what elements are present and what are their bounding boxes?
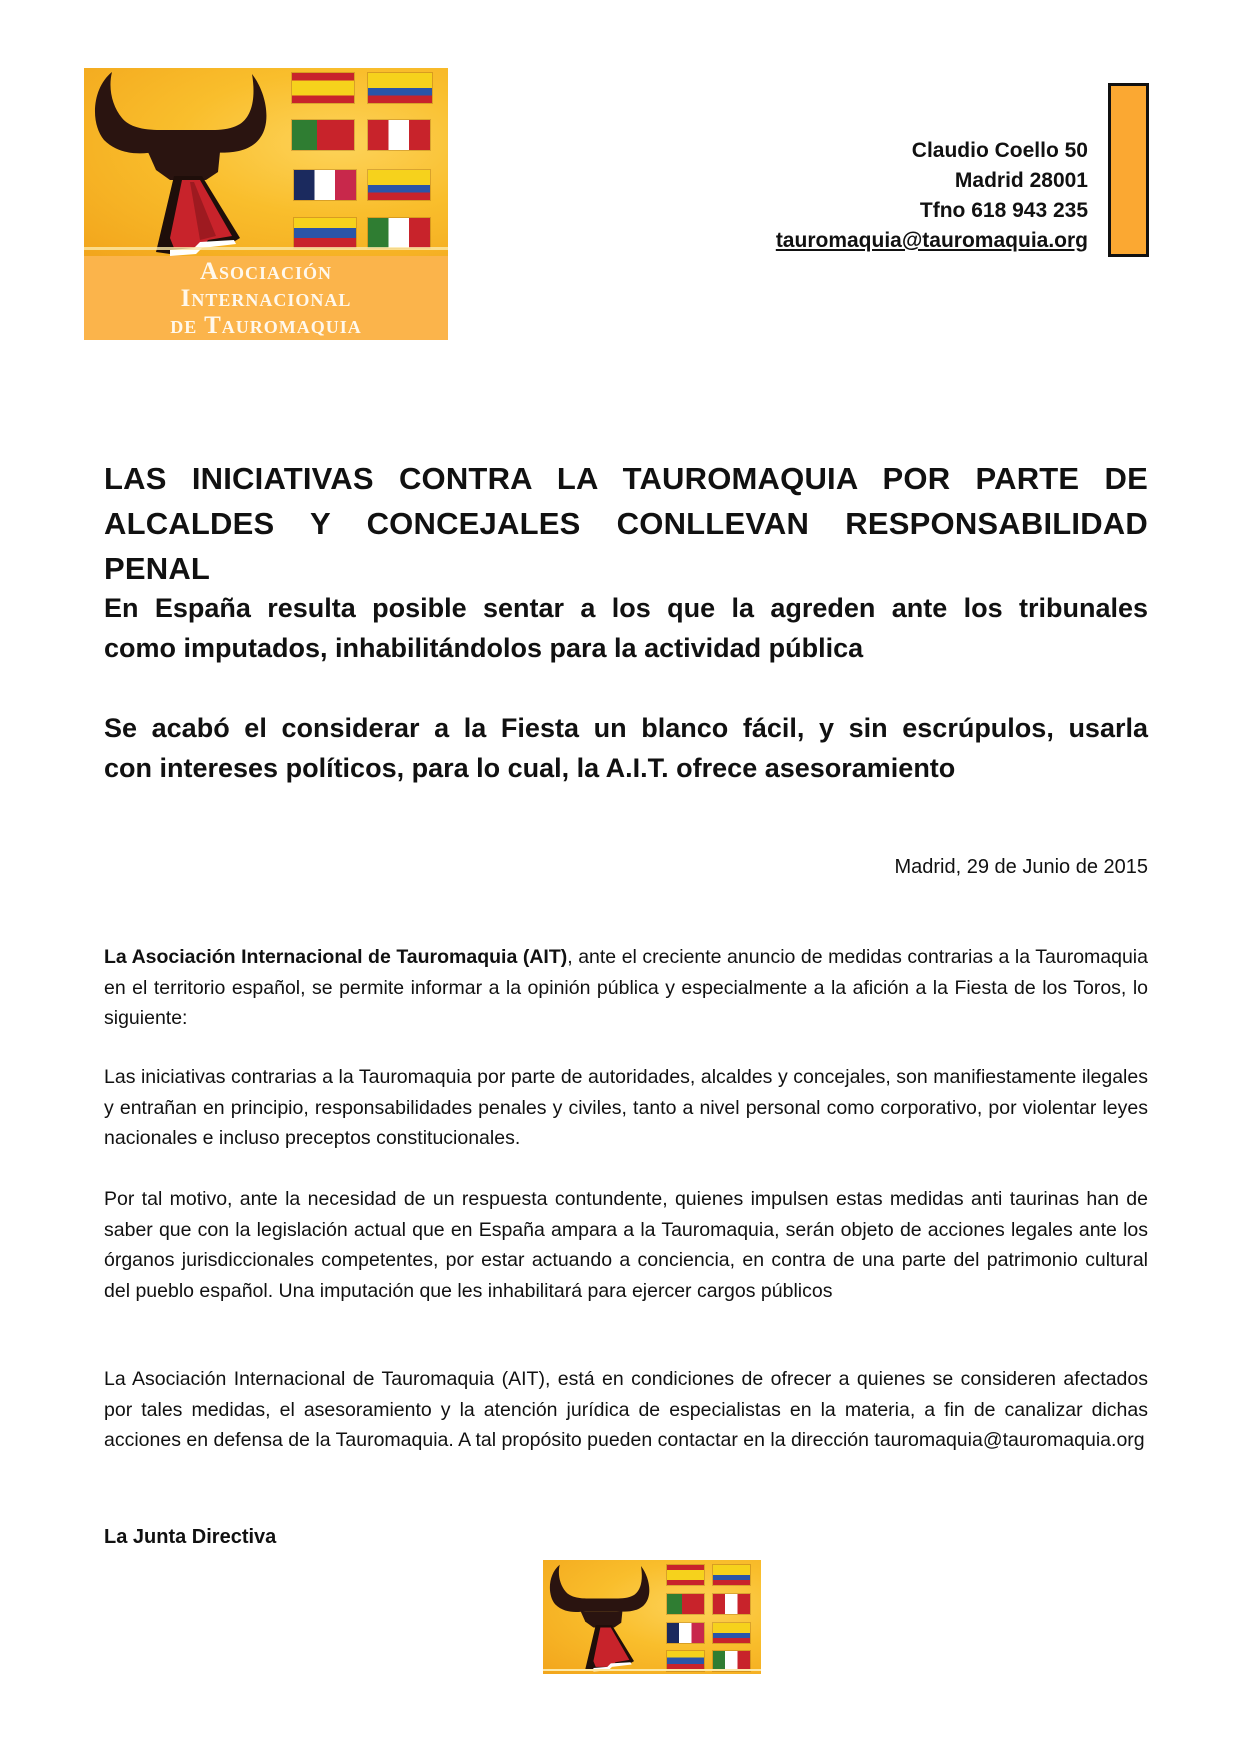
body-paragraph	[104, 1364, 1148, 1456]
portugal-flag-icon	[292, 120, 354, 150]
date-line: Madrid, 29 de Junio de 2015	[894, 856, 1148, 878]
subtitle-line: En España resulta posible sentar a los que la agreden ante los tribunales	[104, 593, 1148, 623]
subtitle-line: Se acabó el considerar a la Fiesta un blanco fácil, y sin escrúpulos, usarla	[104, 713, 1148, 743]
paragraph-text: , ante el creciente anuncio de medidas contrarias a la Tauromaquia en el territorio español, se permite informar a la opinión pública y especialmente a la afición a la Fiesta de los Toros, lo siguiente:	[104, 946, 1148, 1029]
venezuela-flag-icon	[294, 218, 356, 248]
footer-logo	[543, 1560, 761, 1674]
logo-name-band	[84, 256, 448, 340]
subtitle	[104, 708, 1148, 788]
bull-horns-icon	[547, 1560, 663, 1674]
mexico-flag-icon	[368, 218, 430, 248]
contact-email-link[interactable]: tauromaquia@tauromaquia.org	[874, 1429, 1145, 1451]
page-title	[104, 456, 1148, 591]
subtitle-line: como imputados, inhabilitándolos para la actividad pública	[104, 633, 864, 663]
logo-artwork	[84, 68, 448, 256]
body-paragraph: Las iniciativas contrarias a la Tauromaquia por parte de autoridades, alcaldes y concejales, son manifiestamente ilegales y entrañan en principio, responsabilidades penales y civiles, tanto a nivel personal como corporativo, por violentar leyes nacionales e incluso preceptos constitucionales.	[104, 1066, 1148, 1149]
bull-horns-icon	[90, 68, 290, 256]
address-city: Madrid 28001	[954, 169, 1088, 192]
subtitle-line: con intereses políticos, para lo cual, la A.I.T. ofrece asesoramiento	[104, 753, 956, 783]
ecuador-flag-icon	[713, 1565, 750, 1585]
portugal-flag-icon	[667, 1594, 704, 1614]
address-street: Claudio Coello 50	[911, 139, 1088, 162]
subtitle	[104, 588, 1148, 668]
association-logo	[84, 68, 448, 340]
body-paragraph	[104, 942, 1148, 1034]
peru-flag-icon	[368, 120, 430, 150]
peru-flag-icon	[713, 1594, 750, 1614]
mexico-flag-icon	[713, 1651, 750, 1671]
venezuela-flag-icon	[667, 1651, 704, 1671]
logo-line: Asociación	[199, 257, 333, 285]
france-flag-icon	[667, 1623, 704, 1643]
logo-line: Internacional	[180, 284, 352, 312]
france-flag-icon	[294, 170, 356, 200]
spain-flag-icon	[292, 73, 354, 103]
title-line: ALCALDES Y CONCEJALES CONLLEVAN RESPONSABILIDAD PENAL	[104, 506, 1148, 586]
colombia-flag-icon	[713, 1623, 750, 1643]
title-line: LAS INICIATIVAS CONTRA LA TAUROMAQUIA POR PARTE DE	[104, 461, 1148, 496]
accent-bar	[1108, 83, 1149, 257]
contact-address	[776, 136, 1088, 256]
address-phone: Tfno 618 943 235	[919, 199, 1088, 222]
body-paragraph: Por tal motivo, ante la necesidad de un respuesta contundente, quienes impulsen estas medidas anti taurinas han de saber que con la legislación actual que en España ampara a la Tauromaquia, serán objeto de acciones legales ante los órganos jurisdiccionales competentes, por estar actuando a conciencia, en contra de una parte del patrimonio cultural del pueblo español. Una imputación que les inhabilitará para ejercer cargos públicos	[104, 1188, 1148, 1302]
address-email-link[interactable]: tauromaquia@tauromaquia.org	[775, 229, 1088, 252]
paragraph-text: La Asociación Internacional de Tauromaquia (AIT), está en condiciones de ofrecer a quienes se consideren afectados por tales medidas, el asesoramiento y la atención jurídica de especialistas en la materia, a fin de canalizar dichas acciones en defensa de la Tauromaquia. A tal propósito pueden contactar en la dirección	[104, 1368, 1148, 1451]
logo-line: de Tauromaquia	[170, 311, 362, 339]
ecuador-flag-icon	[368, 73, 432, 103]
spain-flag-icon	[667, 1565, 704, 1585]
organization-name: La Asociación Internacional de Tauromaquia (AIT)	[104, 946, 568, 968]
colombia-flag-icon	[368, 170, 430, 200]
signature: La Junta Directiva	[104, 1526, 277, 1548]
